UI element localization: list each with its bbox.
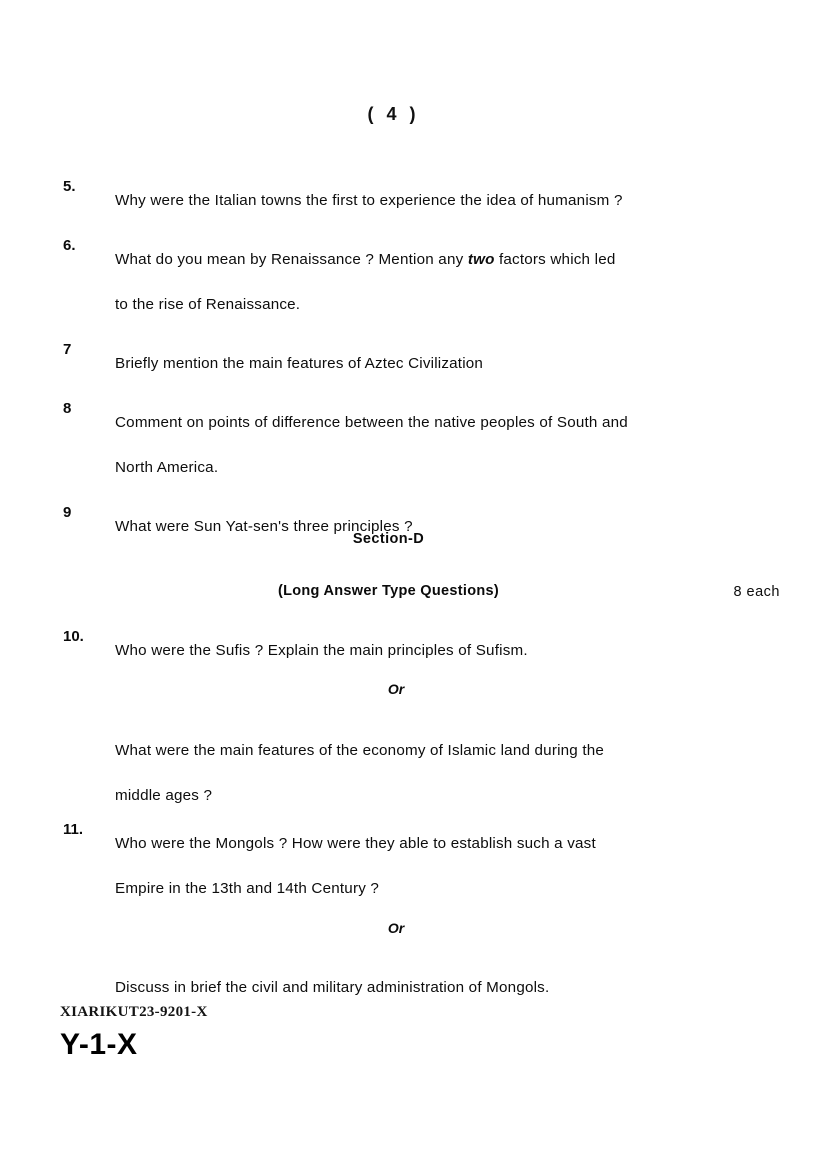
question-item <box>0 628 827 673</box>
question-text-line: What were the main features of the economy of Islamic land during the <box>115 742 605 759</box>
question-text-line: Why were the Italian towns the first to experience the idea of humanism ? <box>115 192 623 209</box>
question-alternative <box>115 728 745 818</box>
question-item <box>0 237 827 327</box>
section-subheading: (Long Answer Type Questions) <box>277 583 500 599</box>
marks-per-question: 8 each <box>733 584 780 600</box>
question-text-line: Comment on points of difference between the native peoples of South and <box>115 414 628 431</box>
question-text-line: to the rise of Renaissance. <box>115 296 301 313</box>
question-alternative <box>115 965 745 1010</box>
question-text-line: middle ages ? <box>115 787 213 804</box>
question-number: 6. <box>63 237 76 254</box>
question-item <box>0 341 827 386</box>
question-text-line: Discuss in brief the civil and military administration of Mongols. <box>115 979 550 996</box>
footer-paper-serial: XIARIKUT23-9201-X <box>60 1004 208 1020</box>
question-text-line: What were Sun Yat-sen's three principles ? <box>115 518 413 535</box>
or-separator: Or <box>387 681 405 697</box>
question-item <box>0 400 827 490</box>
question-text-line: North America. <box>115 459 219 476</box>
question-text-line: Empire in the 13th and 14th Century ? <box>115 880 380 897</box>
question-number: 10. <box>63 628 84 645</box>
question-number: 5. <box>63 178 76 195</box>
question-text-line: Who were the Sufis ? Explain the main principles of Sufism. <box>115 642 528 659</box>
question-number: 8 <box>63 400 72 417</box>
question-item <box>0 178 827 223</box>
question-number: 11. <box>63 821 84 838</box>
footer-paper-code: Y-1-X <box>60 1028 138 1061</box>
page-number: ( 4 ) <box>367 104 420 124</box>
question-number: 9 <box>63 504 72 521</box>
section-heading: Section-D <box>352 531 425 547</box>
question-text-line: Briefly mention the main features of Aztec Civilization <box>115 355 484 372</box>
question-number: 7 <box>63 341 72 358</box>
question-item <box>0 821 827 911</box>
question-list <box>0 178 827 563</box>
question-text-line: What do you mean by Renaissance ? Mention any two factors which led <box>115 251 616 268</box>
question-text-line: Who were the Mongols ? How were they able to establish such a vast <box>115 835 596 852</box>
or-separator: Or <box>387 920 405 936</box>
